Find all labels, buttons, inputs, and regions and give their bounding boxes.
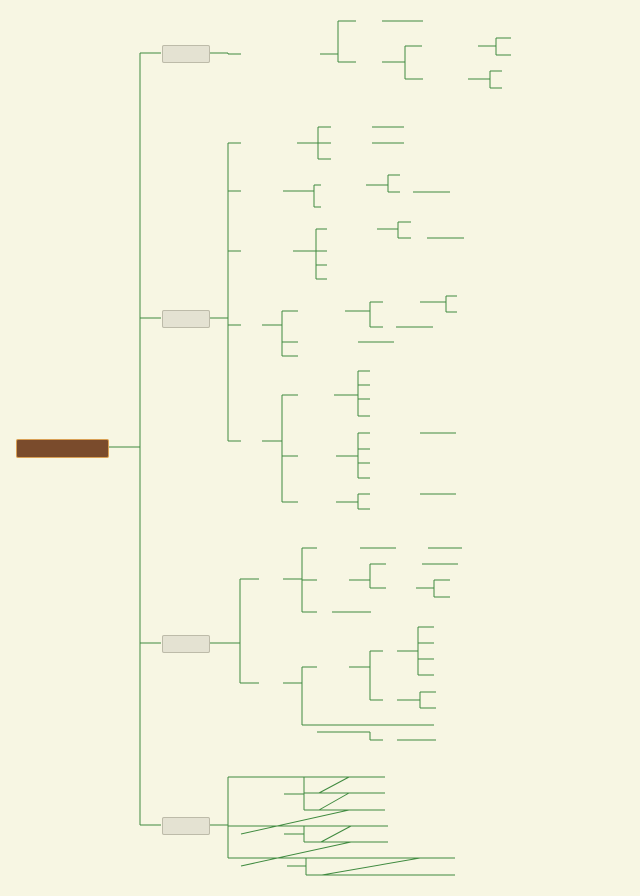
connector-line bbox=[319, 777, 349, 793]
section-classification[interactable] bbox=[162, 817, 210, 835]
section-concept[interactable] bbox=[162, 45, 210, 63]
connector-line bbox=[319, 793, 349, 810]
root-node[interactable] bbox=[16, 439, 109, 458]
connector-line bbox=[241, 810, 349, 834]
connector-line bbox=[321, 826, 351, 842]
section-general-properties[interactable] bbox=[162, 310, 210, 328]
section-common-acids[interactable] bbox=[162, 635, 210, 653]
connector-line bbox=[241, 842, 351, 866]
connector-line bbox=[322, 858, 420, 875]
